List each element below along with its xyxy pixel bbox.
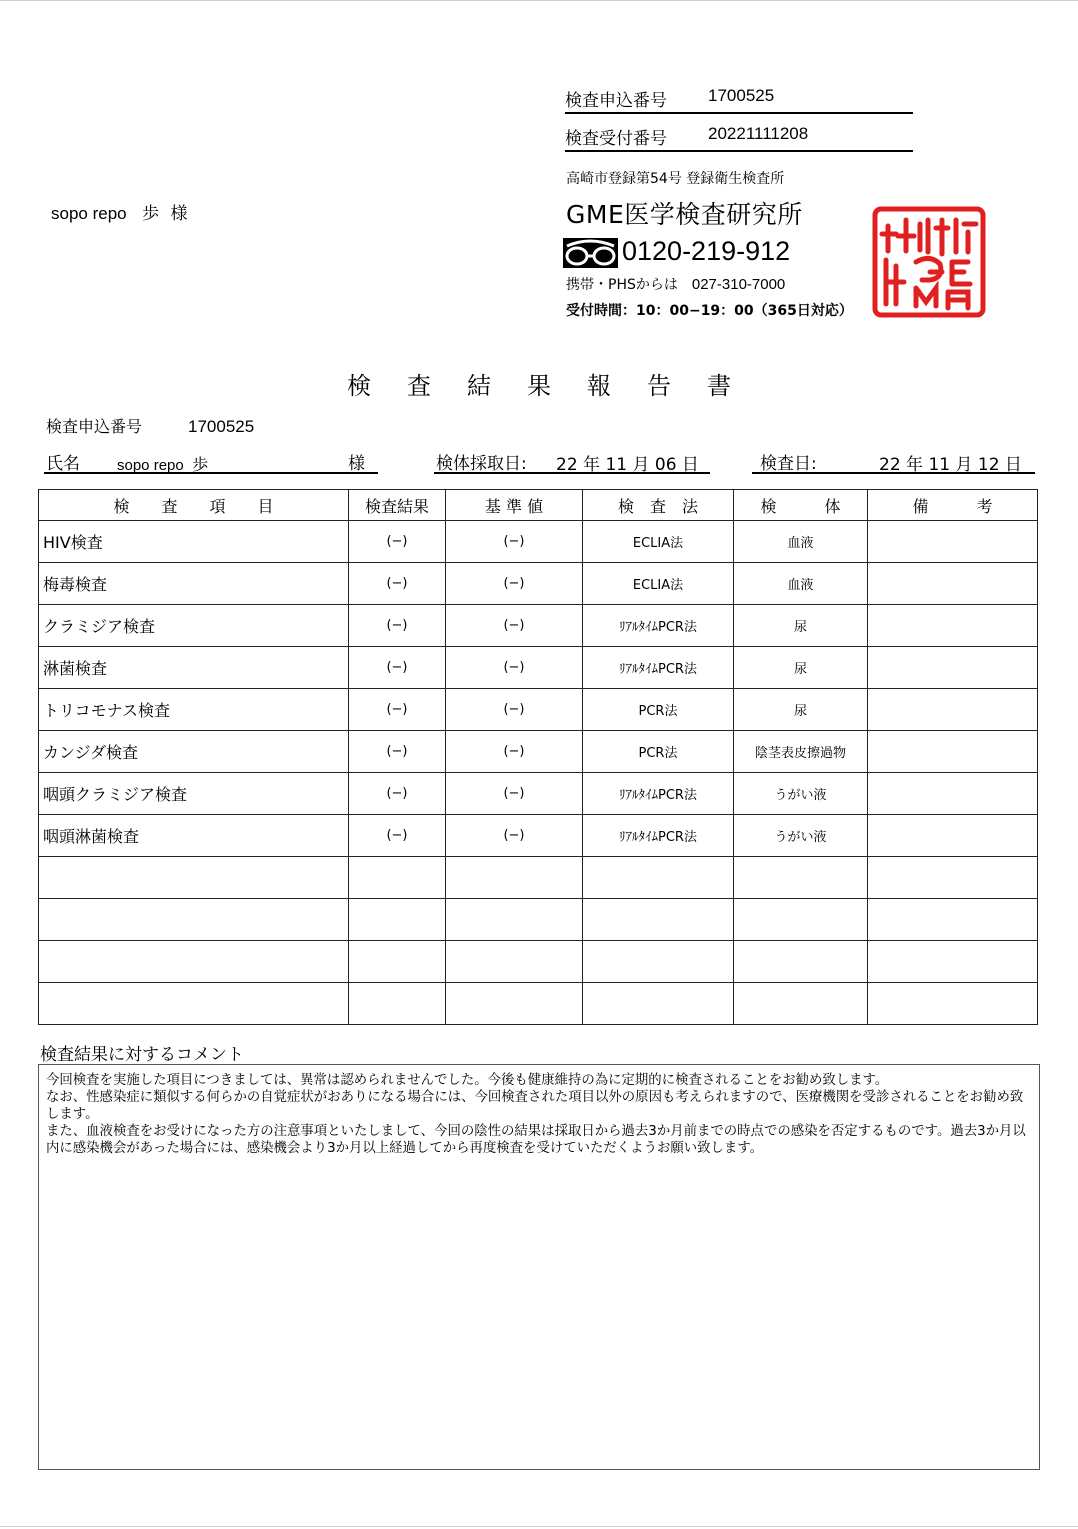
cell-remarks <box>868 983 1038 1025</box>
receipt-number-value: 20221111208 <box>708 124 809 143</box>
lab-name: GME医学検査研究所 <box>566 200 803 229</box>
application-number-label: 検査申込番号 <box>565 91 667 111</box>
info-application-number <box>46 414 254 437</box>
patient-honorific: 様 <box>170 204 188 224</box>
cell-test-item: 淋菌検査 <box>39 647 349 689</box>
cell-result <box>349 983 446 1025</box>
reception-hours: 受付時間：10：00−19：00（365日対応） <box>566 303 853 319</box>
test-date-value: 22 年 11 月 12 日 <box>879 455 1022 475</box>
cell-remarks <box>868 941 1038 983</box>
cell-method: ﾘｱﾙﾀｲﾑPCR法 <box>583 647 734 689</box>
sample-date-value: 22 年 11 月 06 日 <box>556 455 699 475</box>
cell-specimen: うがい液 <box>734 815 868 857</box>
test-date-field <box>752 449 1035 474</box>
table-row <box>39 521 1038 563</box>
cell-remarks <box>868 773 1038 815</box>
cell-test-item: 咽頭淋菌検査 <box>39 815 349 857</box>
cell-result: (−) <box>349 773 446 815</box>
cell-method: ECLIA法 <box>583 521 734 563</box>
cell-reference: (−) <box>446 731 583 773</box>
cell-test-item <box>39 899 349 941</box>
cell-reference: (−) <box>446 563 583 605</box>
cell-test-item: クラミジア検査 <box>39 605 349 647</box>
cell-method <box>583 899 734 941</box>
table-row <box>39 647 1038 689</box>
receipt-number-label: 検査受付番号 <box>565 129 667 149</box>
cell-specimen: 尿 <box>734 605 868 647</box>
table-header-row <box>39 490 1038 521</box>
table-row <box>39 773 1038 815</box>
cell-test-item <box>39 941 349 983</box>
name-value-latin: sopo repo <box>117 457 184 474</box>
cell-reference: (−) <box>446 521 583 563</box>
cell-result <box>349 941 446 983</box>
cell-reference <box>446 983 583 1025</box>
cell-specimen <box>734 983 868 1025</box>
header-remarks: 備 考 <box>868 490 1038 521</box>
header-specimen: 検 体 <box>734 490 868 521</box>
cell-result: (−) <box>349 731 446 773</box>
info-application-value: 1700525 <box>188 417 255 436</box>
cell-test-item: トリコモナス検査 <box>39 689 349 731</box>
lab-phone: 0120-219-912 <box>622 236 791 266</box>
cell-result <box>349 899 446 941</box>
cell-specimen: 血液 <box>734 563 868 605</box>
cell-reference <box>446 857 583 899</box>
header-result: 検査結果 <box>349 490 446 521</box>
patient-header <box>51 199 187 224</box>
table-row <box>39 899 1038 941</box>
name-value-given: 歩 <box>192 455 209 474</box>
cell-test-item: 梅毒検査 <box>39 563 349 605</box>
cell-method <box>583 983 734 1025</box>
name-honorific: 様 <box>348 454 365 474</box>
cell-reference: (−) <box>446 815 583 857</box>
cell-reference: (−) <box>446 605 583 647</box>
table-row <box>39 983 1038 1025</box>
mobile-info <box>566 274 785 294</box>
application-number-value: 1700525 <box>708 86 775 105</box>
cell-result: (−) <box>349 689 446 731</box>
bottom-border <box>0 1526 1078 1527</box>
cell-specimen: 尿 <box>734 689 868 731</box>
cell-result: (−) <box>349 647 446 689</box>
cell-result: (−) <box>349 563 446 605</box>
cell-test-item: カンジダ検査 <box>39 731 349 773</box>
cell-specimen: 尿 <box>734 647 868 689</box>
cell-reference <box>446 941 583 983</box>
comment-text: 今回検査を実施した項目につきましては、異常は認められませんでした。今後も健康維持の為に定期的に検査されることをお勧め致します。 なお、性感染症に類似する何らかの自覚症状がおありになる場合には、今回検査された項目以外の原因も考えられますので、医療機関を受診されることをお勧め致します。 また、血液検査をお受けになった方の注意事項といたしまして、今回の陰性の結果は採取日から過去3か月前までの時点での感染を否定するものです。過去3か月以内に感染機会があった場合には、感染機会より3か月以上経過してから再度検査を受けていただくようお願い致します。 <box>46 1073 1026 1156</box>
table-row <box>39 941 1038 983</box>
header-test-item: 検 査 項 目 <box>39 490 349 521</box>
cell-method: ﾘｱﾙﾀｲﾑPCR法 <box>583 815 734 857</box>
cell-reference: (−) <box>446 647 583 689</box>
mobile-label: 携帯・PHSからは <box>566 277 678 293</box>
mobile-phone: 027-310-7000 <box>691 276 786 293</box>
cell-specimen: 陰茎表皮擦過物 <box>734 731 868 773</box>
cell-remarks <box>868 815 1038 857</box>
cell-method <box>583 857 734 899</box>
name-field <box>44 449 378 474</box>
application-number-row <box>565 80 913 114</box>
results-table <box>38 489 1038 1025</box>
name-value <box>117 452 208 475</box>
table-row <box>39 605 1038 647</box>
comment-title: 検査結果に対するコメント <box>40 1045 244 1065</box>
cell-result: (−) <box>349 605 446 647</box>
cell-remarks <box>868 521 1038 563</box>
cell-remarks <box>868 605 1038 647</box>
cell-method: ﾘｱﾙﾀｲﾑPCR法 <box>583 773 734 815</box>
cell-specimen <box>734 941 868 983</box>
cell-specimen: うがい液 <box>734 773 868 815</box>
top-border <box>0 0 1078 1</box>
cell-reference: (−) <box>446 689 583 731</box>
receipt-number-row <box>565 118 913 152</box>
cell-test-item: HIV検査 <box>39 521 349 563</box>
name-label: 氏名 <box>46 454 80 474</box>
cell-test-item <box>39 983 349 1025</box>
info-application-label: 検査申込番号 <box>46 417 143 436</box>
cell-result <box>349 857 446 899</box>
cell-specimen <box>734 899 868 941</box>
cell-specimen: 血液 <box>734 521 868 563</box>
table-row <box>39 857 1038 899</box>
lab-registration: 高崎市登録第54号 登録衛生検査所 <box>566 171 785 187</box>
patient-given-name: 歩 <box>142 204 160 224</box>
cell-remarks <box>868 647 1038 689</box>
cell-method: PCR法 <box>583 731 734 773</box>
sample-date-field <box>434 449 710 474</box>
cell-method: PCR法 <box>583 689 734 731</box>
sample-date-label: 検体採取日: <box>436 454 527 474</box>
cell-result: (−) <box>349 521 446 563</box>
cell-method: ﾘｱﾙﾀｲﾑPCR法 <box>583 605 734 647</box>
cell-remarks <box>868 563 1038 605</box>
cell-specimen <box>734 857 868 899</box>
test-date-label: 検査日: <box>760 454 817 474</box>
cell-result: (−) <box>349 815 446 857</box>
header-method: 検 査 法 <box>583 490 734 521</box>
cell-reference: (−) <box>446 773 583 815</box>
cell-remarks <box>868 689 1038 731</box>
cell-remarks <box>868 899 1038 941</box>
header-reference: 基 準 値 <box>446 490 583 521</box>
freedial-icon <box>563 238 618 268</box>
table-row <box>39 731 1038 773</box>
company-seal-icon <box>872 206 986 318</box>
comment-box <box>38 1064 1040 1470</box>
table-row <box>39 689 1038 731</box>
cell-test-item <box>39 857 349 899</box>
cell-test-item: 咽頭クラミジア検査 <box>39 773 349 815</box>
patient-name: sopo repo <box>51 204 127 223</box>
table-row <box>39 815 1038 857</box>
cell-remarks <box>868 857 1038 899</box>
table-row <box>39 563 1038 605</box>
cell-method: ECLIA法 <box>583 563 734 605</box>
cell-method <box>583 941 734 983</box>
cell-reference <box>446 899 583 941</box>
cell-remarks <box>868 731 1038 773</box>
document-title: 検査結果報告書 <box>347 372 767 400</box>
